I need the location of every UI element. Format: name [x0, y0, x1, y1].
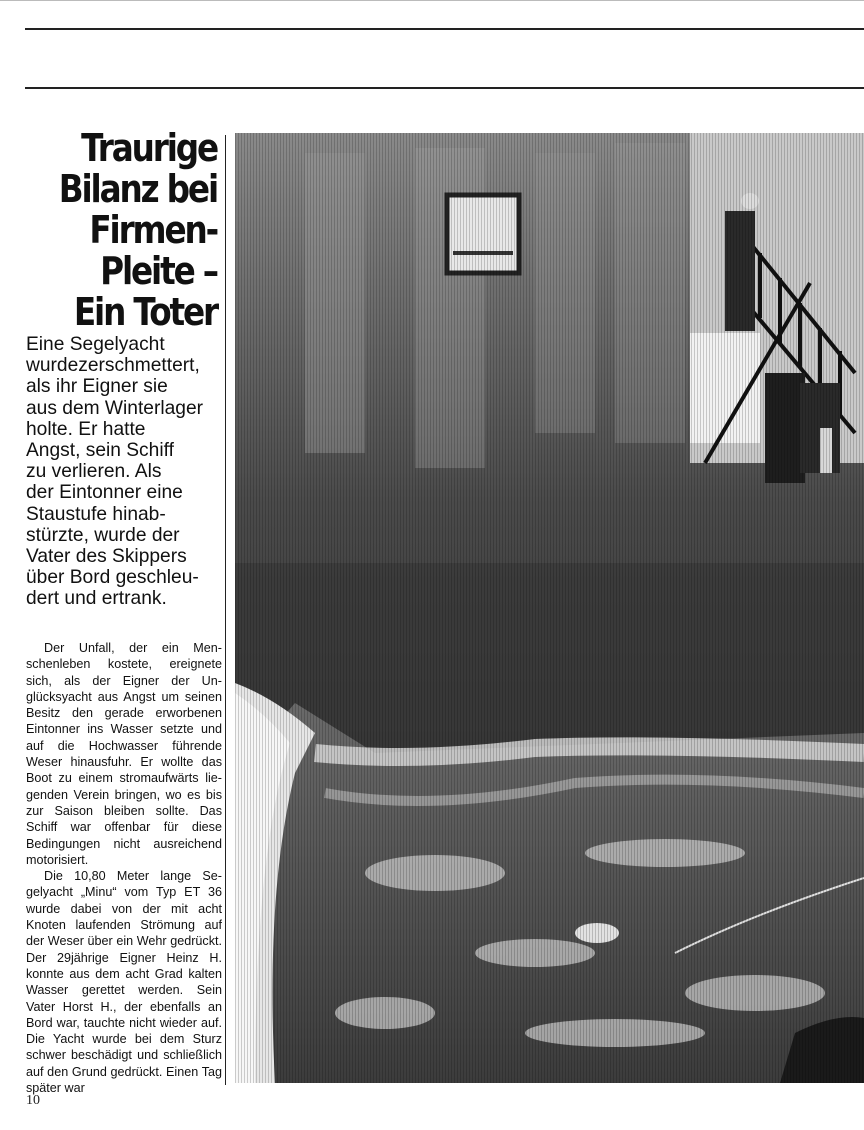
headline-line: Ein Toter	[73, 290, 217, 334]
top-edge-rule	[0, 0, 864, 1]
body-paragraph: Die 10,80 Meter lange Segelyacht „Minu“ vom Typ ET 36 wurde dabei von der mit acht Knoten laufenden Strömung auf der Weser über ein Wehr gedrückt. Der 29jährige Eigner Heinz H. konnte aus dem acht Grad kalten Wasser gerettet werden. Sein Vater Horst H., der ebenfalls an Bord war, tauchte nicht wieder auf. Die Yacht wurde bei dem Sturz schwer beschädigt und schließlich auf den Grund gedrückt. Einen Tag später war	[26, 869, 222, 1096]
weir-photo	[235, 133, 864, 1083]
weir-photo-illustration	[235, 133, 864, 1083]
lead-line: aus dem Winterlager	[26, 397, 204, 419]
lead-line: Staustufe hinab-	[26, 503, 166, 525]
body-paragraph: Der Unfall, der ein Menschenleben kostete, ereignete sich, als der Eigner der Unglücksyacht aus Angst um seinen Besitz den gerade erworbenen Eintonner ins Wasser setzte und auf die Hochwasser führende Weser hinausfuhr. Er wollte das Boot zu einem stromaufwärts liegenden Verein bringen, wo es bis zur Saison bleiben sollte. Das Schiff war offenbar für diese Bedingungen nicht ausreichend motorisiert.	[26, 641, 222, 867]
page-number: 10	[26, 1093, 40, 1108]
lead-line: Angst, sein Schiff	[26, 440, 174, 462]
lead-line: holte. Er hatte	[26, 418, 146, 440]
lead-line: über Bord geschleu-	[26, 567, 199, 589]
lead-line: als ihr Eigner sie	[26, 376, 168, 398]
lead-line: der Eintonner eine	[26, 482, 183, 504]
header-rule-lower	[25, 87, 864, 89]
header-rule-upper	[25, 28, 864, 30]
headline-line: Firmen-	[89, 208, 217, 252]
lead-line: dert und ertrank.	[26, 588, 167, 610]
headline-line: Bilanz bei	[58, 167, 217, 211]
headline-line: Pleite –	[100, 249, 217, 293]
lead-line: Eine Segelyacht	[26, 334, 165, 355]
headline	[48, 128, 217, 333]
headline-line: Traurige	[81, 126, 217, 170]
column-divider	[225, 135, 226, 1085]
lead-line: wurdezerschmettert,	[26, 355, 200, 377]
lead-line: Vater des Skippers	[26, 546, 187, 568]
lead-paragraph	[26, 334, 222, 610]
lead-line: stürzte, wurde der	[26, 524, 180, 546]
article-body	[26, 640, 222, 1096]
lead-line: zu verlieren. Als	[26, 461, 162, 483]
